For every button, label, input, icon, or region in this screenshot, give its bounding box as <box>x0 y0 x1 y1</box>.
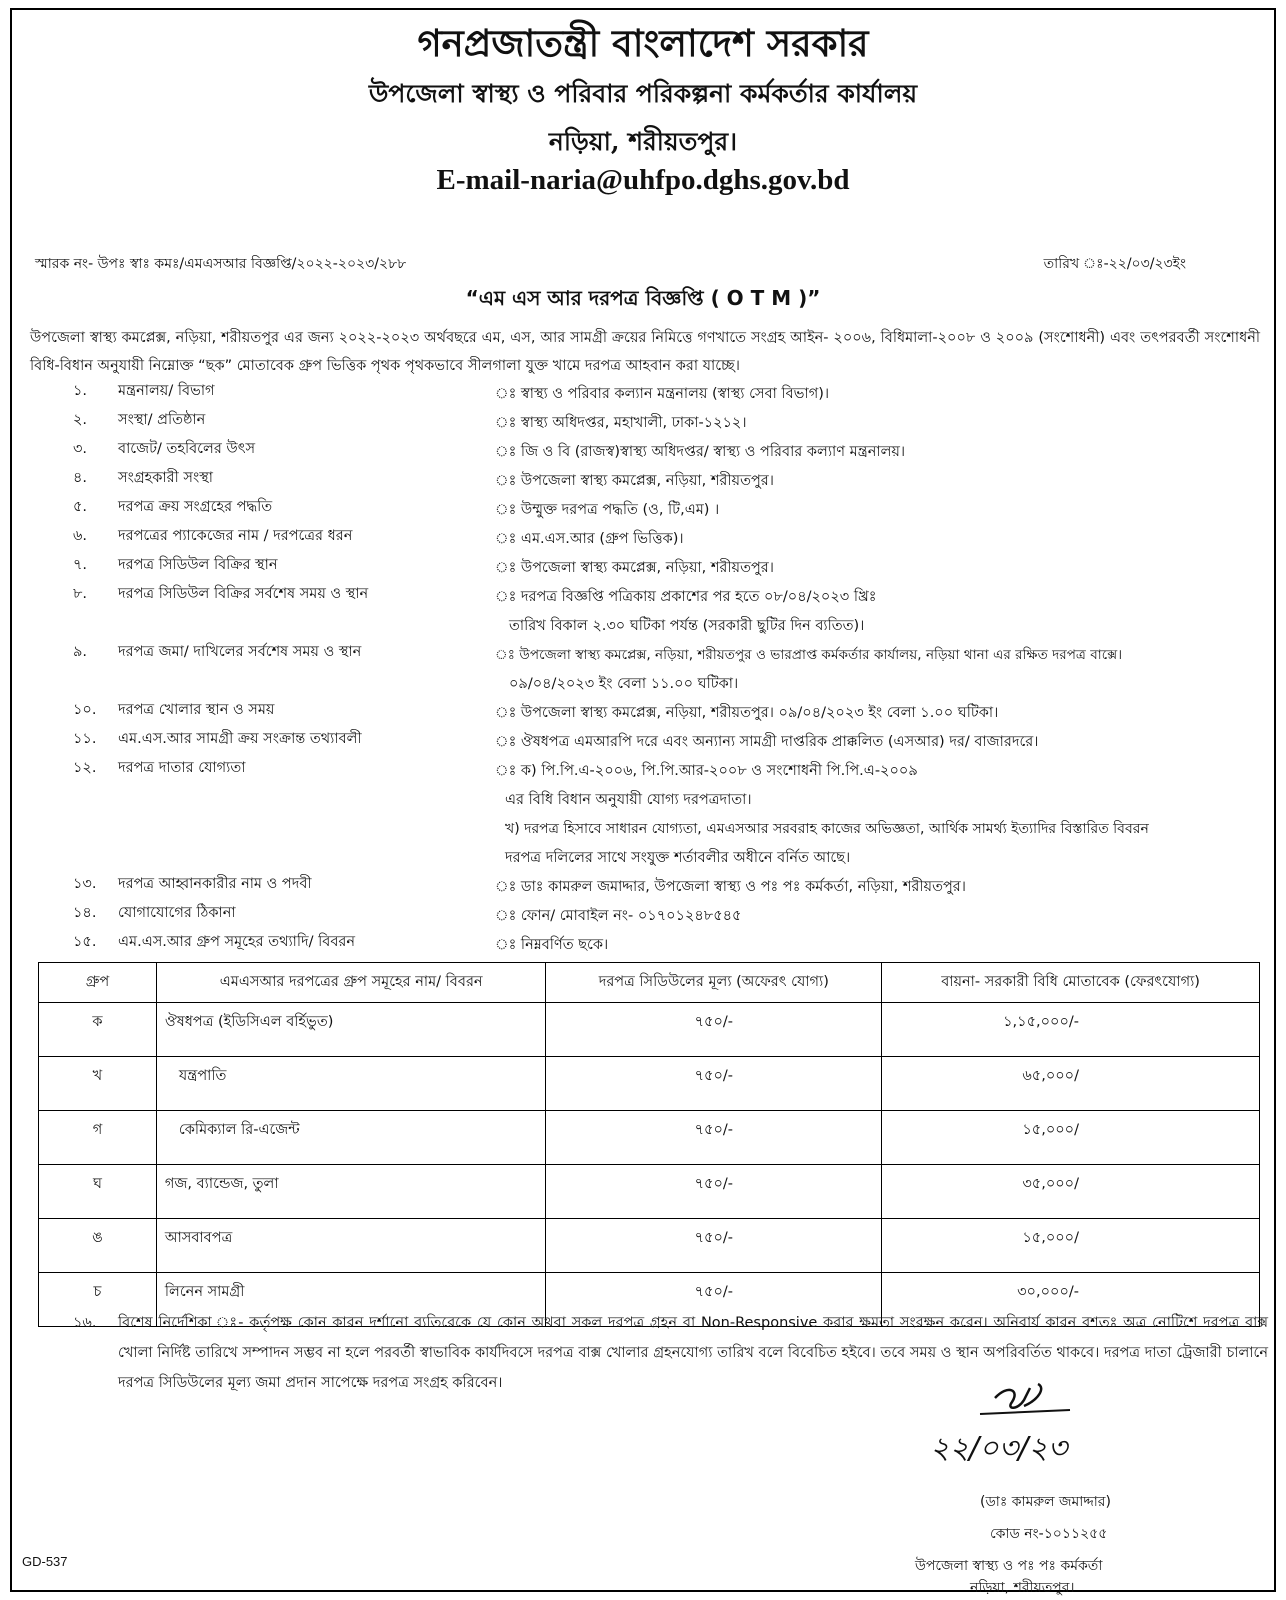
item-value: ঃ উপজেলা স্বাস্থ্য কমপ্লেক্স, নড়িয়া, শরীয়তপুর। ০৯/০৪/২০২৩ ইং বেলা ১.০০ ঘটিকা। <box>495 705 999 721</box>
cell-price: ৭৫০/- <box>546 1111 882 1165</box>
cell-group: ক <box>39 1003 157 1057</box>
cell-price: ৭৫০/- <box>546 1057 882 1111</box>
table-row <box>39 1057 1260 1111</box>
cell-name: গজ, ব্যান্ডেজ, তুলা <box>156 1165 546 1219</box>
column-header-security: বায়না- সরকারী বিধি মোতাবেক (ফেরৎযোগ্য) <box>882 963 1260 1003</box>
item-number: ৭. <box>73 557 88 573</box>
signatory-code: কোড নং-১০১১২৫৫ <box>990 1526 1108 1542</box>
table-row <box>39 1111 1260 1165</box>
memo-reference: স্মারক নং- উপঃ স্বাঃ কমঃ/এমএসআর বিজ্ঞপ্তি/২০২২-২০২৩/২৮৮ <box>35 256 407 272</box>
item-number: ৫. <box>73 499 88 515</box>
cell-price: ৭৫০/- <box>546 1219 882 1273</box>
item-number: ৯. <box>73 644 88 660</box>
cell-security: ৬৫,০০০/ <box>882 1057 1260 1111</box>
cell-group: চ <box>39 1273 157 1327</box>
office-email: E-mail-naria@uhfpo.dghs.gov.bd <box>436 164 850 196</box>
item-label: দরপত্র আহ্বানকারীর নাম ও পদবী <box>118 876 312 892</box>
cell-name: লিনেন সামগ্রী <box>156 1273 546 1327</box>
signatory-name: (ডাঃ কামরুল জমাদ্দার) <box>980 1494 1111 1510</box>
item-value-cont: ০৯/০৪/২০২৩ ইং বেলা ১১.০০ ঘটিকা। <box>509 676 739 692</box>
signatory-designation: উপজেলা স্বাস্থ্য ও পঃ পঃ কর্মকর্তা <box>915 1558 1103 1574</box>
cell-name: আসবাবপত্র <box>156 1219 546 1273</box>
table-row <box>39 1165 1260 1219</box>
cell-group: গ <box>39 1111 157 1165</box>
item-number: ৬. <box>73 528 88 544</box>
item-number: ৮. <box>73 586 88 602</box>
cell-price: ৭৫০/- <box>546 1165 882 1219</box>
item-label: দরপত্র ক্রয় সংগ্রহের পদ্ধতি <box>118 499 273 515</box>
item-value-cont: দরপত্র দলিলের সাথে সংযুক্ত শর্তাবলীর অধীনে বর্নিত আছে। <box>505 850 851 866</box>
item-label: এম.এস.আর গ্রুপ সমূহের তথ্যাদি/ বিবরন <box>118 934 356 950</box>
item-value: ঃ স্বাস্থ্য অধিদপ্তর, মহাখালী, ঢাকা-১২১২। <box>495 415 747 431</box>
handwritten-signature <box>920 1380 1090 1480</box>
item-label: বাজেট/ তহবিলের উৎস <box>118 441 256 457</box>
item-number: ১৩. <box>73 876 97 892</box>
cell-security: ৩৫,০০০/ <box>882 1165 1260 1219</box>
item-value: ঃ উপজেলা স্বাস্থ্য কমপ্লেক্স, নড়িয়া, শরীয়তপুর। <box>495 560 774 576</box>
item-number: ১২. <box>73 760 97 776</box>
item-number: ১. <box>73 383 88 399</box>
item-value: ঃ স্বাস্থ্য ও পরিবার কল্যান মন্ত্রনালয় (স্বাস্থ্য সেবা বিভাগ)। <box>495 386 830 402</box>
signatory-place: নড়িয়া, শরীয়তপুর। <box>970 1580 1075 1596</box>
item-number: ১১. <box>73 731 97 747</box>
table-header-row <box>39 963 1260 1003</box>
item-number: ৩. <box>73 441 88 457</box>
item-number: ৪. <box>73 470 88 486</box>
cell-group: খ <box>39 1057 157 1111</box>
item-label: যোগাযোগের ঠিকানা <box>118 905 236 921</box>
item-value-cont: এর বিধি বিধান অনুযায়ী যোগ্য দরপত্রদাতা। <box>505 792 752 808</box>
column-header-name: এমএসআর দরপত্রের গ্রুপ সমূহের নাম/ বিবরন <box>156 963 546 1003</box>
item-label: দরপত্র দাতার যোগ্যতা <box>118 760 246 776</box>
item-value: ঃ উম্মুক্ত দরপত্র পদ্ধতি (ও, টি,এম) । <box>495 502 720 518</box>
item-label: দরপত্র খোলার স্থান ও সময় <box>118 702 275 718</box>
item-label: দরপত্র জমা/ দাখিলের সর্বশেষ সময় ও স্থান <box>118 644 362 660</box>
item-label: মন্ত্রনালয়/ বিভাগ <box>118 383 215 399</box>
item-number: ১৫. <box>73 934 97 950</box>
item-value: ঃ ক) পি.পি.এ-২০০৬, পি.পি.আর-২০০৮ ও সংশোধনী পি.পি.এ-২০০৯ <box>495 763 918 779</box>
footer-code: GD-537 <box>22 1554 68 1569</box>
item-label: দরপত্র সিডিউল বিক্রির স্থান <box>118 557 278 573</box>
item-value-cont: খ) দরপত্র হিসাবে সাধারন যোগ্যতা, এমএসআর সরবরাহ কাজের অভিজ্ঞতা, আর্থিক সামর্থ্য ইত্যাদির বিস্তারিত বিবরন <box>505 821 1149 837</box>
item-value: ঃ নিম্নবর্ণিত ছকে। <box>495 937 609 953</box>
item-value: ঃ ডাঃ কামরুল জমাদ্দার, উপজেলা স্বাস্থ্য ও পঃ পঃ কর্মকর্তা, নড়িয়া, শরীয়তপুর। <box>495 879 966 895</box>
intro-paragraph: উপজেলা স্বাস্থ্য কমপ্লেক্স, নড়িয়া, শরীয়তপুর এর জন্য ২০২২-২০২৩ অর্থবছরে এম, এস, আর সামগ্রী ক্রয়ের নিমিত্তে গণখাতে সংগ্রহ আইন- ২০০৬, বিধিমালা-২০০৮ ও ২০০৯ (সংশোধনী) এবং তৎপরবর্তী সংশোধনী বিধি-বিধান অনুযায়ী নিম্নোক্ত “ছক” মোতাবেক গ্রুপ ভিত্তিক পৃথক পৃথকভাবে সীলগালা যুক্ত খামে দরপত্র আহবান করা যাচ্ছে। <box>30 330 1260 374</box>
memo-date: তারিখ ঃ-২২/০৩/২৩ইং <box>1043 256 1186 272</box>
column-header-group: গ্রুপ <box>39 963 157 1003</box>
item-label: দরপত্র সিডিউল বিক্রির সর্বশেষ সময় ও স্থান <box>118 586 369 602</box>
item-number: ১০. <box>73 702 97 718</box>
msr-group-table <box>38 962 1260 1327</box>
item-number: ২. <box>73 412 88 428</box>
item-label: দরপত্রের প্যাকেজের নাম / দরপত্রের ধরন <box>118 528 353 544</box>
column-header-price: দরপত্র সিডিউলের মূল্য (অফেরৎ যোগ্য) <box>546 963 882 1003</box>
office-title: উপজেলা স্বাস্থ্য ও পরিবার পরিকল্পনা কর্মকর্তার কার্যালয় <box>368 79 918 108</box>
signature-date: ২২/০৩/২৩ <box>930 1431 1068 1466</box>
item-number: ১৪. <box>73 905 97 921</box>
item-value: ঃ ফোন/ মোবাইল নং- ০১৭০১২৪৮৫৪৫ <box>495 908 742 924</box>
cell-name: যন্ত্রপাতি <box>156 1057 546 1111</box>
cell-group: ঙ <box>39 1219 157 1273</box>
item-value: ঃ উপজেলা স্বাস্থ্য কমপ্লেক্স, নড়িয়া, শরীয়তপুর। <box>495 473 774 489</box>
item-value: ঃ জি ও বি (রাজস্ব)স্বাস্থ্য অধিদপ্তর/ স্বাস্থ্য ও পরিবার কল্যাণ মন্ত্রনালয়। <box>495 444 906 460</box>
cell-group: ঘ <box>39 1165 157 1219</box>
cell-security: ১৫,০০০/ <box>882 1111 1260 1165</box>
cell-security: ১,১৫,০০০/- <box>882 1003 1260 1057</box>
notice-title: “এম এস আর দরপত্র বিজ্ঞপ্তি ( O T M )” <box>465 286 821 310</box>
item-label: সংস্থা/ প্রতিষ্ঠান <box>118 412 206 428</box>
table-row <box>39 1003 1260 1057</box>
cell-name: কেমিক্যাল রি-এজেন্ট <box>156 1111 546 1165</box>
cell-security: ১৫,০০০/ <box>882 1219 1260 1273</box>
note-number: ১৬. <box>73 1315 97 1331</box>
cell-price: ৭৫০/- <box>546 1003 882 1057</box>
table-row <box>39 1219 1260 1273</box>
item-value-cont: তারিখ বিকাল ২.৩০ ঘটিকা পর্যন্ত (সরকারী ছুটির দিন ব্যতিত)। <box>509 618 865 634</box>
item-label: সংগ্রহকারী সংস্থা <box>118 470 214 486</box>
note-text: বিশেষ নির্দেশিকা ঃ- কর্তৃপক্ষ কোন কারন দর্শানো ব্যতিরেকে যে কোন অথবা সকল দরপত্র গ্রহন বা Non-Responsive করার ক্ষমতা সংরক্ষন করেন। অনিবার্য কারন বশতঃ অত্র নোটিশে দরপত্র বাক্স খোলা নির্দিষ্ট তারিখে সম্পাদন সম্ভব না হলে পরবর্তী স্বাভাবিক কার্যদিবসে দরপত্র বাক্স খোলার গ্রহনযোগ্য তারিখ বলে বিবেচিত হইবে। তবে সময় ও স্থান অপরিবর্তিত থাকবে। দরপত্র দাতা ট্রেজারী চালানে দরপত্র সিডিউলের মূল্য জমা প্রদান সাপেক্ষে দরপত্র সংগ্রহ করিবেন। <box>118 1315 1268 1391</box>
item-value: ঃ ঔষধপত্র এমআরপি দরে এবং অন্যান্য সামগ্রী দাপ্তরিক প্রাক্কলিত (এসআর) দর/ বাজারদরে। <box>495 734 1039 750</box>
item-value: ঃ উপজেলা স্বাস্থ্য কমপ্লেক্স, নড়িয়া, শরীয়তপুর ও ভারপ্রাপ্ত কর্মকর্তার কার্যালয়, নড়িয়া থানা এর রক্ষিত দরপত্র বাক্সে। <box>495 647 1123 663</box>
cell-price: ৭৫০/- <box>546 1273 882 1327</box>
cell-security: ৩০,০০০/- <box>882 1273 1260 1327</box>
item-label: এম.এস.আর সামগ্রী ক্রয় সংক্রান্ত তথ্যাবলী <box>118 731 362 747</box>
item-value: ঃ দরপত্র বিজ্ঞপ্তি পত্রিকায় প্রকাশের পর হতে ০৮/০৪/২০২৩ খ্রিঃ <box>495 589 877 605</box>
government-title: গনপ্রজাতন্ত্রী বাংলাদেশ সরকার <box>417 21 869 65</box>
cell-name: ঔষধপত্র (ইডিসিএল বর্হিভুত) <box>156 1003 546 1057</box>
office-location: নড়িয়া, শরীয়তপুর। <box>548 127 738 156</box>
item-value: ঃ এম.এস.আর (গ্রুপ ভিত্তিক)। <box>495 531 684 547</box>
